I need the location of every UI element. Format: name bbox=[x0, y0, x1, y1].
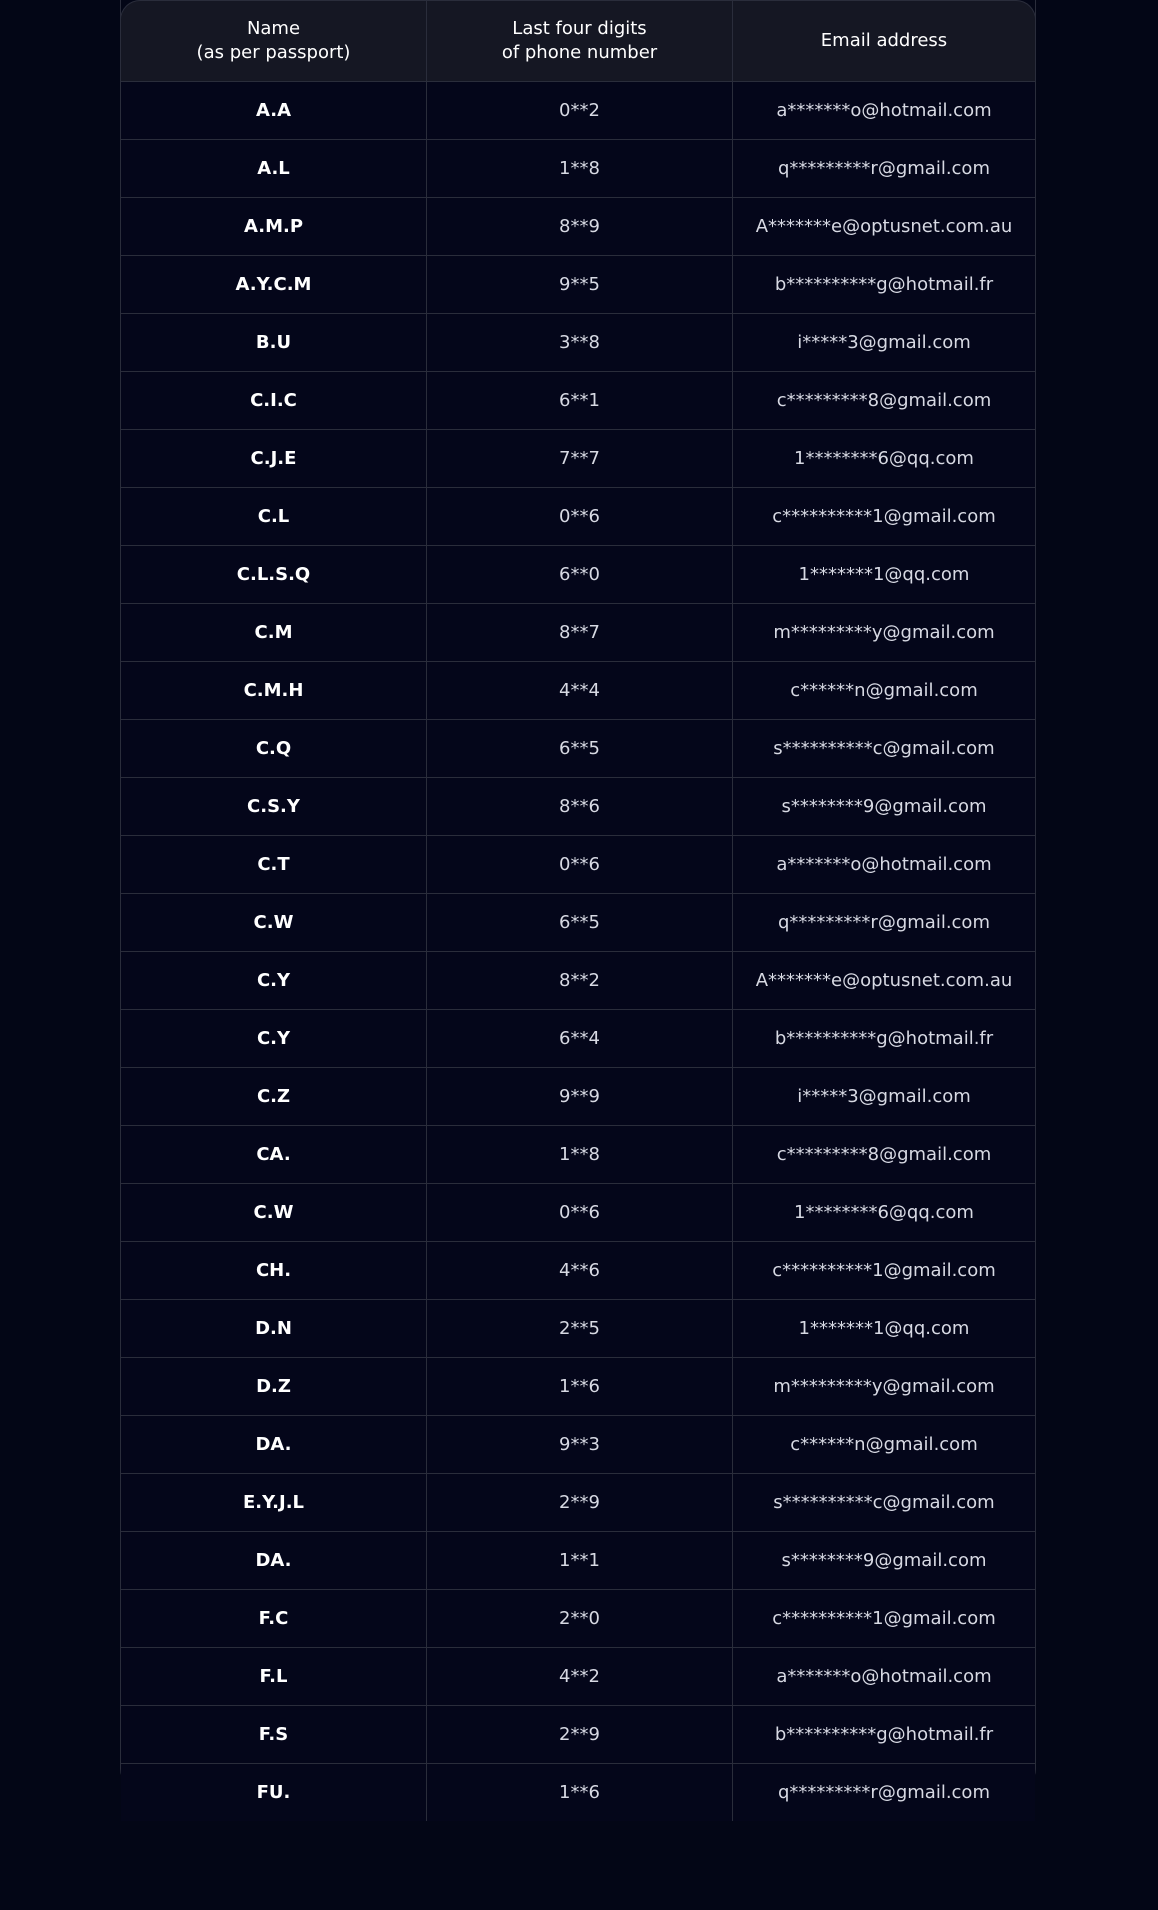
name-cell: DA. bbox=[255, 1434, 292, 1455]
passport-contact-table bbox=[120, 0, 1036, 1803]
table-row bbox=[121, 198, 1035, 256]
table-row bbox=[121, 82, 1035, 140]
table-row bbox=[121, 140, 1035, 198]
name-cell: C.Q bbox=[255, 738, 292, 759]
phone-digits-cell: 8**7 bbox=[426, 604, 732, 661]
email-cell: 1*******1@qq.com bbox=[732, 1300, 1035, 1357]
email-cell: c*********8@gmail.com bbox=[732, 372, 1035, 429]
phone-digits-cell: 1**8 bbox=[426, 140, 732, 197]
phone-digits-cell: 0**6 bbox=[426, 1184, 732, 1241]
name-cell: A.A bbox=[255, 100, 292, 121]
email-cell: s**********c@gmail.com bbox=[732, 1474, 1035, 1531]
name-cell: DA. bbox=[255, 1550, 292, 1571]
name-cell: FU. bbox=[256, 1782, 291, 1803]
phone-digits-cell: 1**6 bbox=[426, 1358, 732, 1415]
table-header bbox=[121, 0, 1035, 82]
table-row bbox=[121, 1706, 1035, 1764]
phone-digits-cell: 6**5 bbox=[426, 720, 732, 777]
phone-digits-cell: 9**5 bbox=[426, 256, 732, 313]
email-cell: s********9@gmail.com bbox=[732, 778, 1035, 835]
header-phone-digits: Last four digits of phone number bbox=[426, 0, 732, 81]
table-body bbox=[121, 82, 1035, 1821]
email-cell: m*********y@gmail.com bbox=[732, 604, 1035, 661]
email-cell: s**********c@gmail.com bbox=[732, 720, 1035, 777]
phone-digits-cell: 9**9 bbox=[426, 1068, 732, 1125]
email-cell: A*******e@optusnet.com.au bbox=[732, 952, 1035, 1009]
table-row bbox=[121, 836, 1035, 894]
name-cell: D.Z bbox=[256, 1376, 291, 1397]
email-cell: q*********r@gmail.com bbox=[732, 1764, 1035, 1821]
email-cell: 1********6@qq.com bbox=[732, 1184, 1035, 1241]
table-row bbox=[121, 488, 1035, 546]
phone-digits-cell: 1**6 bbox=[426, 1764, 732, 1821]
name-cell: C.J.E bbox=[250, 448, 297, 469]
table-row bbox=[121, 1126, 1035, 1184]
email-cell: q*********r@gmail.com bbox=[732, 140, 1035, 197]
phone-digits-cell: 0**2 bbox=[426, 82, 732, 139]
phone-digits-cell: 9**3 bbox=[426, 1416, 732, 1473]
phone-digits-cell: 3**8 bbox=[426, 314, 732, 371]
table-row bbox=[121, 952, 1035, 1010]
email-cell: a*******o@hotmail.com bbox=[732, 82, 1035, 139]
table-row bbox=[121, 1474, 1035, 1532]
name-cell: C.W bbox=[253, 1202, 294, 1223]
email-cell: c**********1@gmail.com bbox=[732, 1590, 1035, 1647]
name-cell: F.S bbox=[258, 1724, 289, 1745]
name-cell: B.U bbox=[255, 332, 292, 353]
table-row bbox=[121, 894, 1035, 952]
phone-digits-cell: 8**6 bbox=[426, 778, 732, 835]
name-cell: C.Y bbox=[256, 1028, 291, 1049]
phone-digits-cell: 0**6 bbox=[426, 488, 732, 545]
phone-digits-cell: 8**2 bbox=[426, 952, 732, 1009]
name-cell: C.M.H bbox=[243, 680, 304, 701]
email-cell: 1*******1@qq.com bbox=[732, 546, 1035, 603]
table-row bbox=[121, 1184, 1035, 1242]
table-row bbox=[121, 1532, 1035, 1590]
email-cell: m*********y@gmail.com bbox=[732, 1358, 1035, 1415]
phone-digits-cell: 6**1 bbox=[426, 372, 732, 429]
name-cell: C.I.C bbox=[250, 390, 297, 411]
phone-digits-cell: 2**0 bbox=[426, 1590, 732, 1647]
table-row bbox=[121, 430, 1035, 488]
email-cell: A*******e@optusnet.com.au bbox=[732, 198, 1035, 255]
email-cell: c**********1@gmail.com bbox=[732, 488, 1035, 545]
table-row bbox=[121, 314, 1035, 372]
email-cell: c**********1@gmail.com bbox=[732, 1242, 1035, 1299]
name-cell: C.S.Y bbox=[247, 796, 300, 817]
name-cell: C.L bbox=[257, 506, 290, 527]
phone-digits-cell: 4**2 bbox=[426, 1648, 732, 1705]
phone-digits-cell: 6**0 bbox=[426, 546, 732, 603]
name-cell: C.M bbox=[254, 622, 293, 643]
phone-digits-cell: 1**1 bbox=[426, 1532, 732, 1589]
name-cell: CH. bbox=[255, 1260, 292, 1281]
table-row bbox=[121, 662, 1035, 720]
email-cell: a*******o@hotmail.com bbox=[732, 1648, 1035, 1705]
phone-digits-cell: 2**5 bbox=[426, 1300, 732, 1357]
table-row bbox=[121, 778, 1035, 836]
email-cell: b**********g@hotmail.fr bbox=[732, 1010, 1035, 1067]
name-cell: A.M.P bbox=[243, 216, 304, 237]
name-cell: A.L bbox=[257, 158, 290, 179]
email-cell: i*****3@gmail.com bbox=[732, 314, 1035, 371]
table-row bbox=[121, 1010, 1035, 1068]
name-cell: F.C bbox=[258, 1608, 289, 1629]
phone-digits-cell: 1**8 bbox=[426, 1126, 732, 1183]
email-cell: c*********8@gmail.com bbox=[732, 1126, 1035, 1183]
email-cell: b**********g@hotmail.fr bbox=[732, 256, 1035, 313]
table-row bbox=[121, 720, 1035, 778]
table-row bbox=[121, 1300, 1035, 1358]
email-cell: i*****3@gmail.com bbox=[732, 1068, 1035, 1125]
email-cell: q*********r@gmail.com bbox=[732, 894, 1035, 951]
table-row bbox=[121, 372, 1035, 430]
email-cell: c******n@gmail.com bbox=[732, 1416, 1035, 1473]
table-row bbox=[121, 256, 1035, 314]
name-cell: F.L bbox=[259, 1666, 288, 1687]
phone-digits-cell: 2**9 bbox=[426, 1706, 732, 1763]
phone-digits-cell: 2**9 bbox=[426, 1474, 732, 1531]
header-email: Email address bbox=[732, 0, 1035, 81]
name-cell: C.Y bbox=[256, 970, 291, 991]
table-row bbox=[121, 1416, 1035, 1474]
phone-digits-cell: 4**4 bbox=[426, 662, 732, 719]
name-cell: C.T bbox=[257, 854, 290, 875]
table-row bbox=[121, 1590, 1035, 1648]
name-cell: C.W bbox=[253, 912, 294, 933]
phone-digits-cell: 6**5 bbox=[426, 894, 732, 951]
name-cell: A.Y.C.M bbox=[235, 274, 312, 295]
name-cell: C.Z bbox=[256, 1086, 291, 1107]
table-row bbox=[121, 1242, 1035, 1300]
email-cell: s********9@gmail.com bbox=[732, 1532, 1035, 1589]
email-cell: a*******o@hotmail.com bbox=[732, 836, 1035, 893]
header-name: Name (as per passport) bbox=[196, 17, 351, 63]
email-cell: c******n@gmail.com bbox=[732, 662, 1035, 719]
phone-digits-cell: 0**6 bbox=[426, 836, 732, 893]
table-row bbox=[121, 546, 1035, 604]
table-row bbox=[121, 604, 1035, 662]
table-row bbox=[121, 1648, 1035, 1706]
phone-digits-cell: 7**7 bbox=[426, 430, 732, 487]
name-cell: C.L.S.Q bbox=[236, 564, 311, 585]
name-cell: D.N bbox=[255, 1318, 292, 1339]
table-row bbox=[121, 1764, 1035, 1821]
phone-digits-cell: 4**6 bbox=[426, 1242, 732, 1299]
table-row bbox=[121, 1358, 1035, 1416]
email-cell: b**********g@hotmail.fr bbox=[732, 1706, 1035, 1763]
phone-digits-cell: 8**9 bbox=[426, 198, 732, 255]
name-cell: CA. bbox=[256, 1144, 291, 1165]
email-cell: 1********6@qq.com bbox=[732, 430, 1035, 487]
name-cell: E.Y.J.L bbox=[242, 1492, 305, 1513]
table-row bbox=[121, 1068, 1035, 1126]
phone-digits-cell: 6**4 bbox=[426, 1010, 732, 1067]
